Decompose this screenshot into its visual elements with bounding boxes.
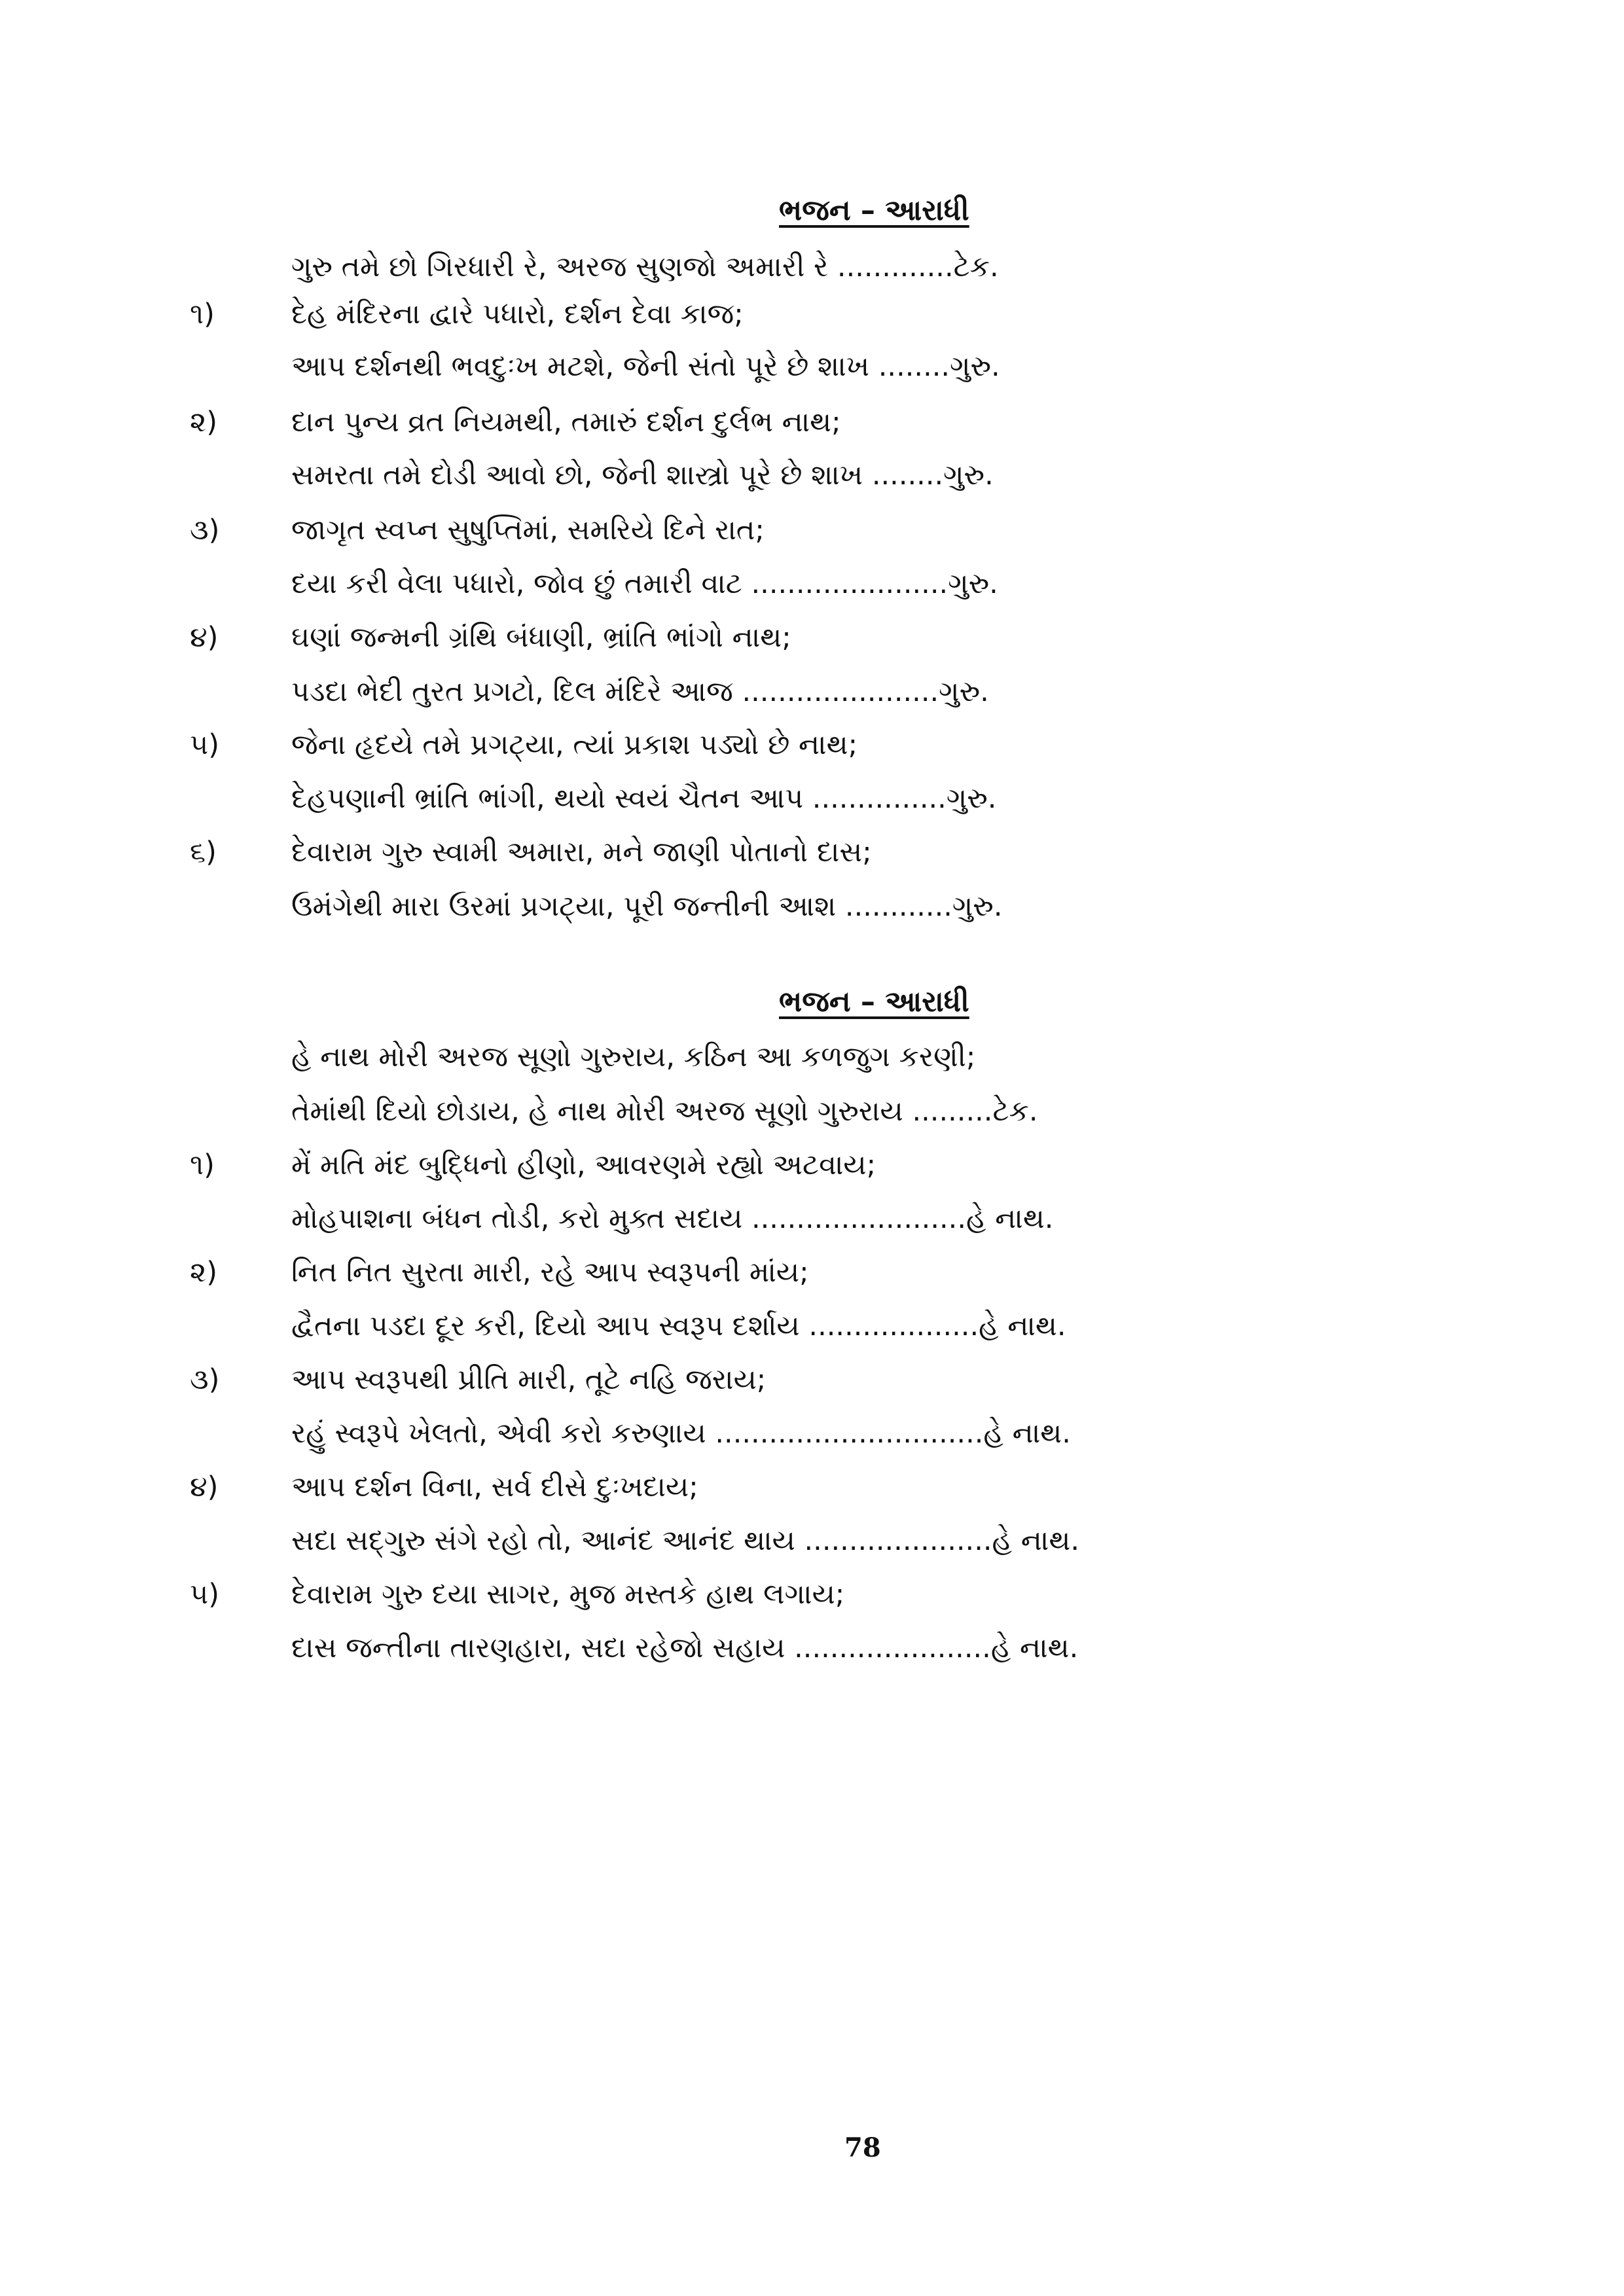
verse-line: આપ સ્વરૂપથી પ્રીતિ મારી, તૂટે નહિ જરાય;	[291, 1363, 767, 1396]
verse-number: ૨)	[190, 406, 218, 439]
verse-number: ૩)	[190, 1363, 220, 1396]
verse-line: દેવારામ ગુરુ સ્વામી અમારા, મને જાણી પોતાનો દાસ;	[291, 836, 872, 869]
verse-number: ૫)	[190, 728, 220, 761]
verse-number: ૫)	[190, 1578, 220, 1611]
verse-line: આપ દર્શનથી ભવદુઃખ મટશે, જેની સંતો પૂરે છે શાખ ........ગુરુ.	[291, 350, 1000, 383]
verse-line: દેહપણાની ભ્રાંતિ ભાંગી, થયો સ્વયં ચૈતન આપ ...............ગુરુ.	[291, 782, 997, 815]
verse-number: ૨)	[190, 1256, 218, 1289]
verse-line: જેના હૃદયે તમે પ્રગટ્યા, ત્યાં પ્રકાશ પડ્યો છે નાથ;	[291, 728, 858, 761]
verse-line: નિત નિત સુરતા મારી, રહે આપ સ્વરૂપની માંય;	[291, 1256, 809, 1289]
verse-number: ૧)	[190, 1149, 215, 1181]
verse-line: મેં મતિ મંદ બુદ્ધિનો હીણો, આવરણમે રહ્યો અટવાય;	[291, 1149, 876, 1181]
verse-line: સમરતા તમે દોડી આવો છો, જેની શાસ્ત્રો પૂરે છે શાખ ........ગુરુ.	[291, 459, 994, 492]
verse-line: દયા કરી વેલા પધારો, જોવ છું તમારી વાટ ......................ગુરુ.	[291, 567, 998, 600]
refrain-line-1: હે નાથ મોરી અરજ સૂણો ગુરુરાય, કઠિન આ કળજુગ કરણી;	[291, 1041, 976, 1073]
page-number: 78	[844, 2132, 881, 2163]
verse-line: રહું સ્વરૂપે ખેલતો, એવી કરો કરુણાય ..............................હે નાથ.	[291, 1417, 1071, 1450]
verse-line: દાન પુન્ય વ્રત નિયમથી, તમારું દર્શન દુર્લભ નાથ;	[291, 406, 841, 439]
refrain-line-1: ગુરુ તમે છો ગિરધારી રે, અરજ સુણજો અમારી રે .............ટેક.	[291, 251, 999, 283]
verse-line: જાગૃત સ્વપ્ન સુષુપ્તિમાં, સમરિયે દિને રાત;	[291, 514, 765, 547]
verse-line: મોહપાશના બંધન તોડી, કરો મુક્ત સદાય ........................હે નાથ.	[291, 1202, 1054, 1235]
verse-number: ૧)	[190, 298, 215, 331]
verse-line: ઉમંગેથી મારા ઉરમાં પ્રગટ્યા, પૂરી જન્તીની આશ ............ગુરુ.	[291, 890, 1003, 923]
verse-number: ૪)	[190, 621, 219, 654]
section-title-1: ભજન – આરાધી	[779, 194, 969, 227]
verse-line: સદા સદ્‌ગુરુ સંગે રહો તો, આનંદ આનંદ થાય .....................હે નાથ.	[291, 1524, 1079, 1557]
verse-number: ૪)	[190, 1471, 219, 1503]
verse-line: દેહ મંદિરના દ્વારે પધારો, દર્શન દેવા કાજ;	[291, 298, 744, 331]
verse-line: દ્વૈતના પડદા દૂર કરી, દિયો આપ સ્વરૂપ દર્શાય ...................હે નાથ.	[291, 1310, 1066, 1342]
verse-line: ઘણાં જન્મની ગ્રંથિ બંધાણી, ભ્રાંતિ ભાંગો નાથ;	[291, 621, 791, 654]
verse-line: આપ દર્શન વિના, સર્વ દીસે દુઃખદાય;	[291, 1471, 698, 1503]
verse-line: દાસ જન્તીના તારણહારા, સદા રહેજો સહાય ......................હે નાથ.	[291, 1632, 1079, 1664]
verse-number: ૩)	[190, 514, 220, 547]
section-title-2: ભજન – આરાધી	[779, 985, 969, 1018]
verse-number: ૬)	[190, 836, 217, 869]
verse-line: પડદા ભેદી તુરત પ્રગટો, દિલ મંદિરે આજ ......................ગુરુ.	[291, 675, 989, 708]
refrain-line-2: તેમાંથી દિયો છોડાય, હે નાથ મોરી અરજ સૂણો ગુરુરાય .........ટેક.	[291, 1095, 1038, 1128]
verse-line: દેવારામ ગુરુ દયા સાગર, મુજ મસ્તકે હાથ લગાય;	[291, 1578, 845, 1611]
